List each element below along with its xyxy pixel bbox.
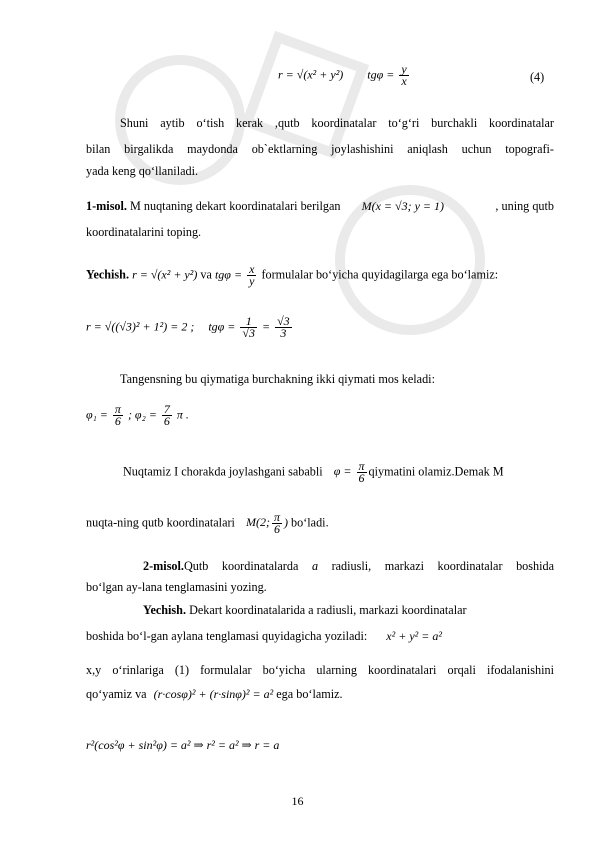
formula-tg: tgφ = [367,67,395,82]
tangent-sentence: Tangensning bu qiymatiga burchakning ikki qiymati mos keladi: [120,372,435,386]
page-number: 16 [291,794,304,808]
example-2-label: 2-misol. [143,559,184,573]
fraction-x-y: $\frac{x}{y}$ [249,262,255,288]
circle-equation: x² + y² = a² [386,629,442,643]
example-1-line-1: 1-misol. M nuqtaning dekart koordinatalari berilgan M(x = √3; y = 1) , uning qutb [86,199,554,213]
solution-2-line-2: boshida bo‘l-gan aylana tenglamasi quyidagicha yoziladi: x² + y² = a² [86,629,442,643]
paragraph-1-line-2: bilan birgalikda maydonda ob`ektlarning joylashishini aniqlash uchun topografi- [86,142,554,156]
calculation-1: r = √((√3)² + 1²) = 2 ; tgφ = $\frac{1}{√3}$ = $\frac{√3}{3}$ [86,314,290,340]
point-m: M(x = √3; y = 1) [361,199,444,213]
solution-2-line-1: Yechish. Dekart koordinatalarida a radiusli, markazi koordinatalar [143,603,467,617]
point-quadrant-line-1: Nuqtamiz I chorakda joylashgani sababli φ = $\frac{\pi}{6}$ qiymatini olamiz.Demak M [123,459,504,485]
example-1-line-2: koordinatalarini toping. [86,225,202,239]
formula-top [278,64,411,87]
substitution-line-1: x,y o‘rinlariga (1) formulalar bo‘yicha ularning koordinatalari orqali ifodalanishini [86,663,554,677]
fraction-y-x: $\frac{y}{x}$ [401,62,407,88]
point-quadrant-line-2: nuqta-ning qutb koordinatalari M(2; $\frac{\pi}{6}$ ) bo‘ladi. [86,510,329,536]
final-derivation: r²(cos²φ + sin²φ) = a² ⇒ r² = a² ⇒ r = a [86,738,280,752]
example-1-label: 1-misol. [86,199,127,213]
solution-1-label: Yechish. [86,267,130,282]
example-2-line-2: bo‘lgan ay-lana tenglamasini yozing. [86,580,267,594]
substitution-formula: (r·cosφ)² + (r·sinφ)² = a² [153,687,274,701]
example-2-line-1: 2-misol.Qutb koordinatalarda a radiusli, markazi koordinatalar boshida [143,559,554,573]
equation-number: (4) [530,70,545,84]
angle-values: φ₁ = $\frac{\pi}{6}$ ; φ₂ = $\frac{7}{6}$ π . [86,402,189,428]
solution-2-label: Yechish. [143,603,187,617]
paragraph-1-line-1: Shuni aytib o‘tish kerak ,qutb koordinatalar to‘g‘ri burchakli koordinatalar [120,116,554,130]
paragraph-1-line-3: yada keng qo‘llaniladi. [86,164,199,178]
substitution-line-2: qo‘yamiz va (r·cosφ)² + (r·sinφ)² = a² ega bo‘lamiz. [86,687,343,701]
formula-r: r = √(x² + y²) [278,67,344,82]
solution-1-line: Yechish. r = √(x² + y²) va tgφ = $\frac{x}{y}$ formulalar bo‘yicha quyidagilarga ega bo‘lamiz: [86,262,499,288]
